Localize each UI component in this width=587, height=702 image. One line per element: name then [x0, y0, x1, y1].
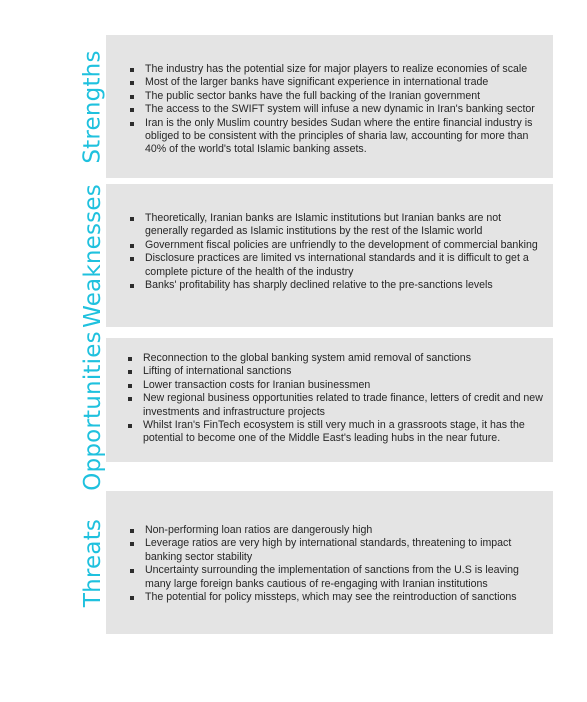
strengths-label: Strengths — [80, 49, 106, 164]
item-text: Reconnection to the global banking system amid removal of sanctions — [143, 352, 471, 364]
strengths-list — [126, 63, 545, 157]
opportunities-section — [0, 330, 587, 491]
list-item — [126, 103, 545, 116]
item-text: The industry has the potential size for major players to realize economies of scale — [145, 63, 528, 75]
item-text: The public sector banks have the full backing of the Iranian government — [145, 89, 481, 102]
list-item — [126, 564, 545, 591]
list-item — [126, 252, 545, 279]
item-text: Iran is the only Muslim country besides Sudan where the entire financial industry is obliged to be consistent with the principles of sharia law, accounting for more than 40% of the world's total Islamic banking assets. — [145, 116, 533, 156]
list-item — [124, 352, 545, 365]
weaknesses-section — [0, 184, 587, 327]
item-text: The potential for policy missteps, which may see the reintroduction of sanctions — [145, 591, 517, 604]
item-text: Lifting of international sanctions — [143, 365, 292, 378]
item-text: Disclosure practices are limited vs international standards and it is difficult to get a complete picture of the health of the industry — [145, 252, 529, 278]
list-item — [124, 392, 545, 419]
bullet-icon — [130, 95, 134, 99]
bullet-icon — [130, 68, 134, 72]
item-text: New regional business opportunities related to trade finance, letters of credit and new investments and infrastructure projects — [143, 392, 543, 418]
bullet-icon — [128, 384, 132, 388]
list-item — [126, 63, 545, 76]
item-text: Theoretically, Iranian banks are Islamic institutions but Iranian banks are not generally regarded as Islamic institutions by the rest of the Islamic world — [145, 212, 502, 238]
weaknesses-label: Weaknesses — [80, 183, 107, 328]
item-text: Uncertainty surrounding the implementation of sanctions from the U.S is leaving many large foreign banks cautious of re-engaging with Iranian institutions — [145, 564, 519, 590]
item-text: Leverage ratios are very high by international standards, threatening to impact banking sector stability — [145, 537, 512, 563]
list-item — [124, 379, 545, 392]
threats-section — [0, 491, 587, 634]
item-text: The access to the SWIFT system will infuse a new dynamic in Iran's banking sector — [145, 103, 535, 116]
opportunities-panel — [106, 338, 553, 462]
bullet-icon — [128, 397, 132, 401]
weaknesses-panel — [106, 184, 553, 327]
bullet-icon — [130, 108, 134, 112]
threats-list — [126, 524, 545, 604]
item-text: Government fiscal policies are unfriendly to the development of commercial banking — [145, 238, 538, 251]
list-item — [126, 90, 545, 103]
list-item — [124, 365, 545, 378]
bullet-icon — [130, 542, 134, 546]
threats-label: Threats — [80, 518, 107, 607]
opportunities-label: Opportunities — [80, 330, 107, 491]
threats-panel — [106, 491, 553, 634]
bullet-icon — [128, 424, 132, 428]
item-text: Whilst Iran's FinTech ecosystem is still very much in a grassroots stage, it has the potential to become one of the Middle East's leading hubs in the near future. — [143, 419, 525, 445]
list-item — [126, 537, 545, 564]
list-item — [126, 239, 545, 252]
opportunities-list — [124, 352, 545, 446]
bullet-icon — [130, 529, 134, 533]
bullet-icon — [130, 244, 134, 248]
bullet-icon — [130, 81, 134, 85]
list-item — [126, 212, 545, 239]
item-text: Lower transaction costs for Iranian businessmen — [143, 378, 371, 391]
strengths-panel — [106, 35, 553, 178]
bullet-icon — [130, 596, 134, 600]
bullet-icon — [130, 122, 134, 126]
bullet-icon — [130, 284, 134, 288]
list-item — [124, 419, 545, 446]
bullet-icon — [130, 569, 134, 573]
strengths-section — [0, 35, 587, 178]
item-text: Non-performing loan ratios are dangerously high — [145, 524, 373, 536]
list-item — [126, 117, 545, 157]
list-item — [126, 591, 545, 604]
item-text: Most of the larger banks have significant experience in international trade — [145, 76, 489, 89]
bullet-icon — [128, 370, 132, 374]
bullet-icon — [128, 357, 132, 361]
item-text: Banks' profitability has sharply declined relative to the pre-sanctions levels — [145, 279, 493, 292]
list-item — [126, 76, 545, 89]
bullet-icon — [130, 217, 134, 221]
list-item — [126, 279, 545, 292]
weaknesses-list — [126, 212, 545, 292]
bullet-icon — [130, 257, 134, 261]
list-item — [126, 524, 545, 537]
